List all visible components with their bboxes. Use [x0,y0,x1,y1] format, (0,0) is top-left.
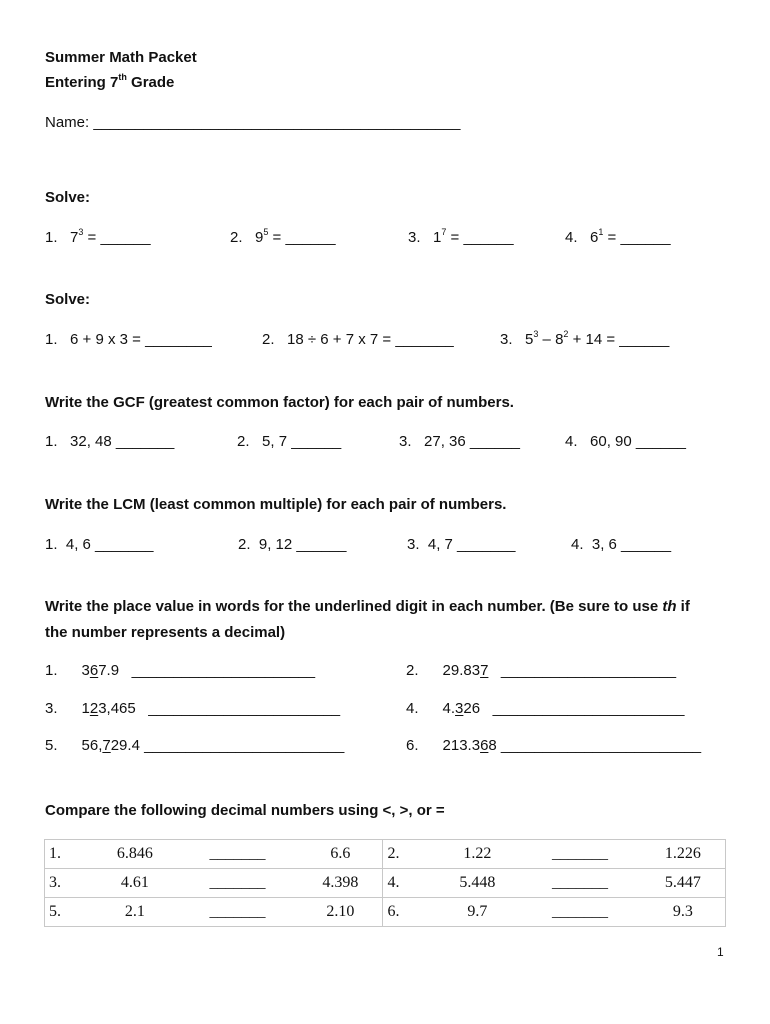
lcm-problem-2: 2. 9, 12 ______ [238,536,347,553]
decimal-value: 1.22 [435,840,519,869]
name-field: Name: ____________________________________________ [45,114,461,131]
grade-subtitle: Entering 7th Grade [45,72,175,91]
place-value-item-4: 4. 4.326 _______________________ [406,700,685,717]
gcf-problem-2: 2. 5, 7 ______ [237,433,342,450]
lcm-problem-1: 1. 4, 6 _______ [45,536,154,553]
decimal-value: 6.6 [298,840,383,869]
section1-heading: Solve: [45,189,91,206]
lcm-heading: Write the LCM (least common multiple) for each pair of numbers. [45,496,507,513]
gcf-problem-4: 4. 60, 90 ______ [565,433,686,450]
item-number: 5. [45,898,94,927]
exponent-problem-2: 2. $9^5$ = ______ [230,227,336,246]
compare-blank: _______ [519,898,641,927]
compare-blank: _______ [177,869,299,898]
decimal-value: 4.398 [298,869,383,898]
table-row [45,869,726,898]
place-value-heading: Write the place value in words for the underlined digit in each number. (Be sure to use th if [45,598,690,615]
gcf-problem-3: 3. 27, 36 ______ [399,433,520,450]
place-value-item-1: 1. 367.9 ______________________ [45,662,316,679]
item-number: 3. [45,869,94,898]
compare-table [44,839,726,927]
decimal-value: 2.10 [298,898,383,927]
item-number: 6. [383,898,436,927]
place-value-item-6: 6. 213.368 ________________________ [406,737,702,754]
item-number: 1. [45,840,94,869]
decimal-value: 6.846 [93,840,177,869]
place-value-heading-line2: the number represents a decimal) [45,624,286,641]
compare-blank: _______ [177,840,299,869]
decimal-value: 1.226 [641,840,726,869]
decimal-value: 9.7 [435,898,519,927]
order-of-ops-problem-1: 1. 6 + 9 x 3 = ________ [45,331,212,348]
section2-heading: Solve: [45,291,91,308]
place-value-item-2: 2. 29.837 _____________________ [406,662,677,679]
decimal-value: 9.3 [641,898,726,927]
place-value-item-3: 3. 123,465 _______________________ [45,700,341,717]
packet-title: Summer Math Packet [45,49,197,66]
decimal-value: 5.448 [435,869,519,898]
compare-blank: _______ [519,869,641,898]
exponent-problem-4: 4. $6^1$ = ______ [565,227,671,246]
order-of-ops-problem-3: 3. $5^3 - 8^2 + 14$ = ______ [500,329,670,348]
decimal-value: 4.61 [93,869,177,898]
decimal-value: 2.1 [93,898,177,927]
exponent-problem-1: 1. $7^3$ = ______ [45,227,151,246]
item-number: 2. [383,840,436,869]
lcm-problem-3: 3. 4, 7 _______ [407,536,516,553]
table-row [45,898,726,927]
place-value-item-5: 5. 56,729.4 ________________________ [45,737,345,754]
page-number: 1 [717,945,724,959]
compare-blank: _______ [519,840,641,869]
compare-heading: Compare the following decimal numbers using <, >, or = [45,802,445,819]
gcf-problem-1: 1. 32, 48 _______ [45,433,175,450]
decimal-value: 5.447 [641,869,726,898]
exponent-problem-3: 3. $1^7$ = ______ [408,227,514,246]
order-of-ops-problem-2: 2. 18 ÷ 6 + 7 x 7 = _______ [262,331,454,348]
compare-blank: _______ [177,898,299,927]
table-row [45,840,726,869]
item-number: 4. [383,869,436,898]
gcf-heading: Write the GCF (greatest common factor) for each pair of numbers. [45,394,514,411]
lcm-problem-4: 4. 3, 6 ______ [571,536,672,553]
